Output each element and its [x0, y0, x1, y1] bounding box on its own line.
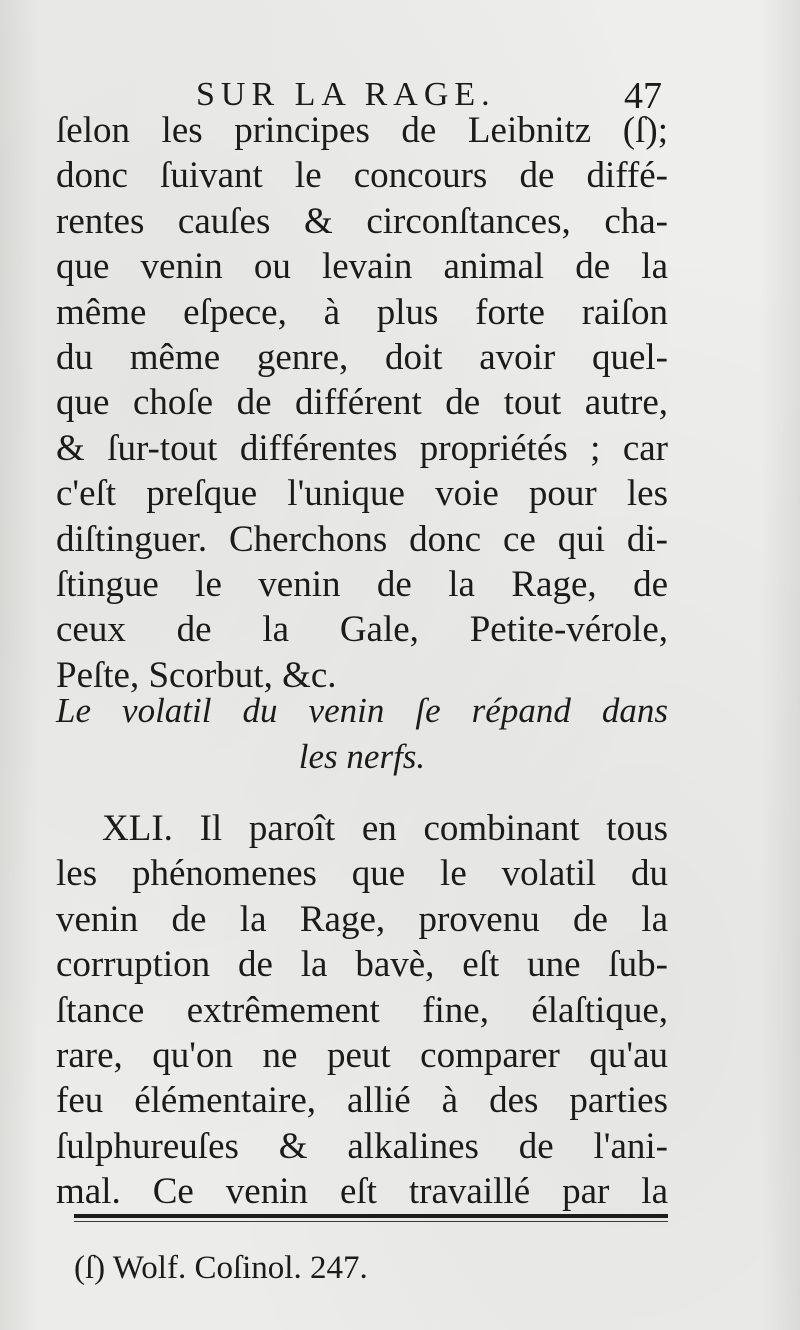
text-line: les phénomenes que le volatil du: [56, 853, 668, 895]
footnote: (ſ) Wolf. Coſinol. 247.: [74, 1250, 368, 1286]
text-line: corruption de la bavè, eſt une ſub-: [56, 944, 668, 986]
text-line: Peſte, Scorbut, &c.: [56, 654, 337, 696]
footnote-rule: [74, 1214, 668, 1218]
footnote-rule-thin: [74, 1221, 668, 1222]
text-line: ſtance extrêmement fine, élaſtique,: [56, 989, 668, 1031]
text-line: donc ſuivant le concours de diffé-: [56, 155, 668, 197]
body-text: [56, 108, 668, 698]
text-line: ſtingue le venin de la Rage, de: [56, 563, 668, 605]
subheading-line: Le volatil du venin ſe répand dans: [56, 691, 668, 730]
text-line: que venin ou levain animal de la: [56, 246, 668, 288]
subheading-line: les nerfs.: [298, 737, 426, 776]
text-line: que choſe de différent de tout autre,: [56, 382, 668, 424]
text-line: rare, qu'on ne peut comparer qu'au: [56, 1034, 668, 1076]
text-line: ſulphureuſes & alkalines de l'ani-: [56, 1125, 668, 1167]
text-line: c'eſt preſque l'unique voie pour les: [56, 473, 668, 515]
text-line: & ſur-tout différentes propriétés ; car: [56, 427, 668, 469]
text-line: venin de la Rage, provenu de la: [56, 898, 668, 940]
page-number: 47: [624, 75, 662, 117]
section-subheading: [56, 688, 668, 780]
text-line: rentes cauſes & circonſtances, cha-: [56, 200, 668, 242]
text-line: mal. Ce venin eſt travaillé par la: [56, 1171, 668, 1213]
text-line: ſelon les principes de Leibnitz (ſ);: [56, 110, 668, 151]
text-line: du même genre, doit avoir quel-: [56, 336, 668, 378]
text-line: feu élémentaire, allié à des parties: [56, 1080, 668, 1122]
running-head: SUR LA RAGE.: [196, 76, 496, 113]
text-line: même eſpece, à plus forte raiſon: [56, 291, 668, 333]
text-line: ceux de la Gale, Petite-vérole,: [56, 609, 668, 651]
paragraph-xli: [56, 806, 668, 1215]
text-line: diſtinguer. Cherchons donc ce qui di-: [56, 518, 668, 560]
text-line: XLI. Il paroît en combinant tous: [102, 808, 668, 849]
